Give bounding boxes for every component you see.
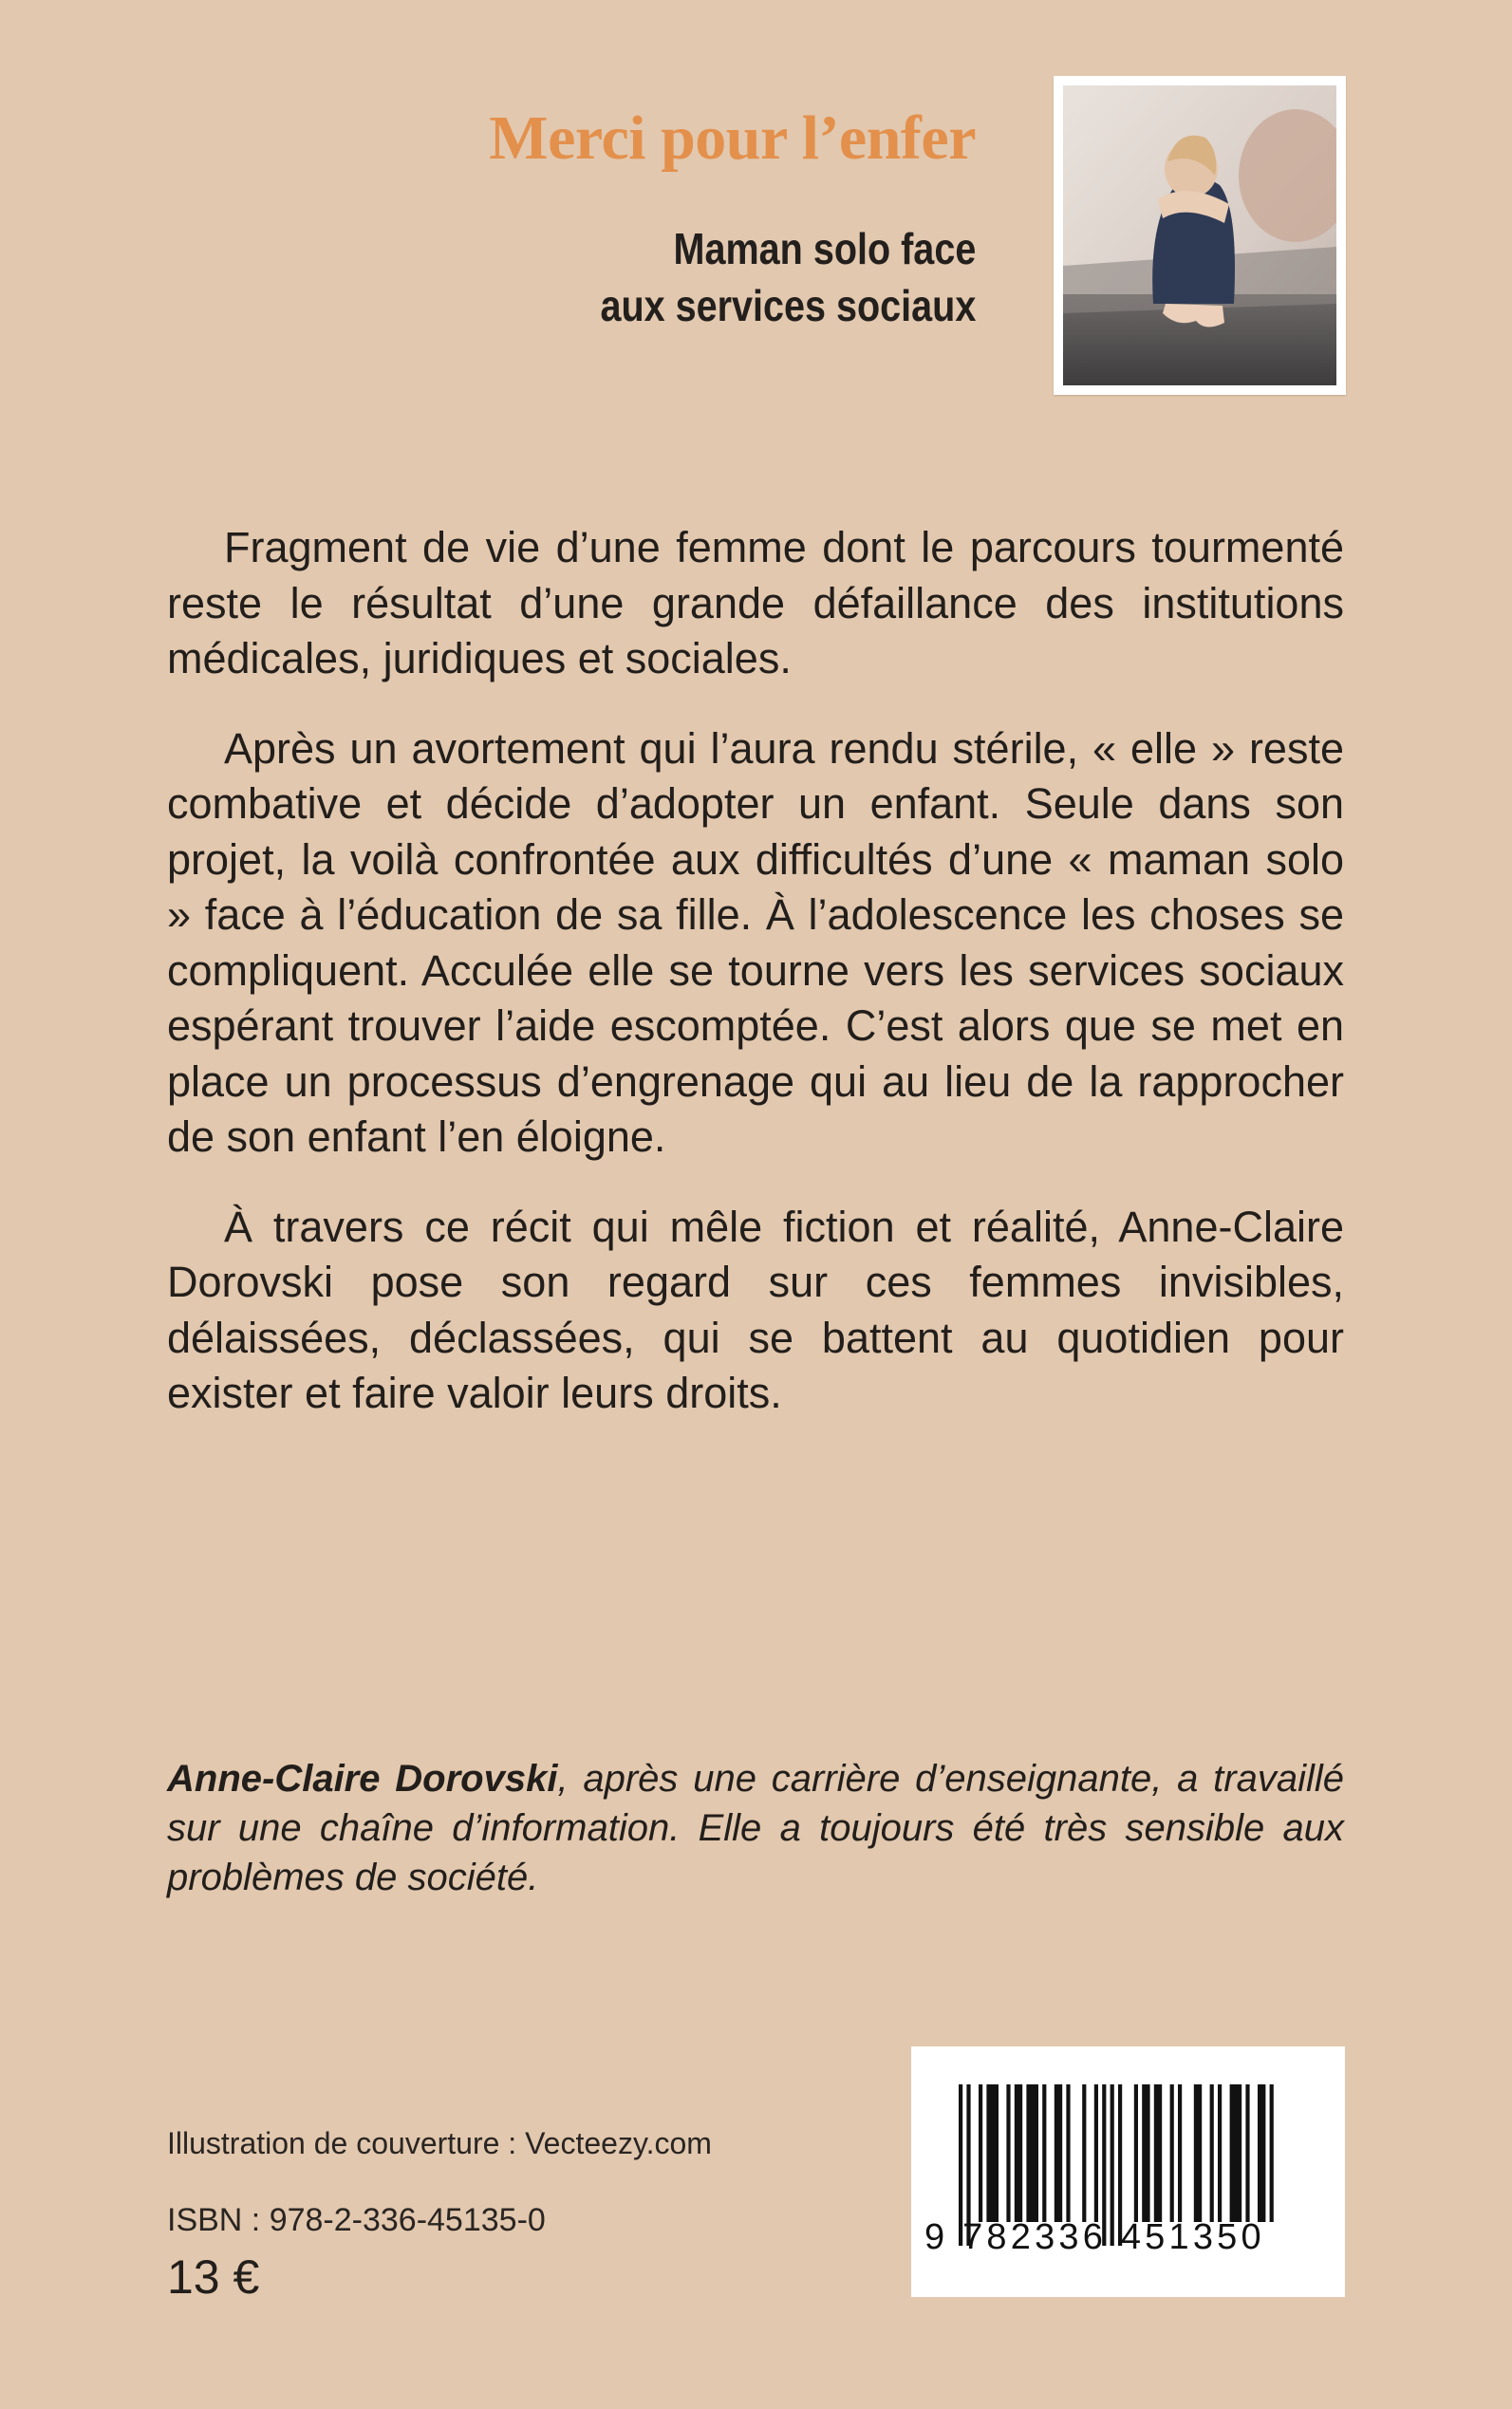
blurb-paragraph-2: Après un avortement qui l’aura rendu stérile, « elle » reste combative et décide d’adopter un enfant. Seule dans son projet, la voilà confrontée aux difficultés d’une « maman solo » face à l’éducation de sa fille. À l’adolescence les choses se compliquent. Acculée elle se tourne vers les services sociaux espérant trouver l’aide escomptée. C’est alors que se met en place un processus d’engrenage qui au lieu de la rapprocher de son enfant l’en éloigne.: [167, 723, 1344, 1161]
barcode-bar: [1026, 2084, 1038, 2222]
isbn: ISBN : 978-2-336-45135-0: [167, 2202, 546, 2238]
subtitle-line-2: aux services sociaux: [600, 281, 976, 330]
barcode-bar: [1094, 2084, 1098, 2222]
barcode-bar: [1170, 2084, 1174, 2222]
barcode-bar: [1245, 2084, 1249, 2222]
author-bio-text: , après une carrière d’enseignante, a travaillé sur une chaîne d’information. Elle a toujours été très sensible aux problèmes de société.: [167, 1758, 1345, 1898]
blurb-paragraph-1: Fragment de vie d’une femme dont le parcours tourmenté reste le résultat d’une grande défaillance des institutions médicales, juridiques et sociales.: [167, 523, 1344, 682]
barcode-bar: [1134, 2084, 1138, 2222]
author-bio: [167, 1754, 1344, 1902]
woman-hugging-knees-photo: [1063, 85, 1336, 385]
cover-photo: [1054, 76, 1346, 395]
barcode-bar: [986, 2084, 999, 2222]
barcode-bar: [1194, 2084, 1202, 2222]
barcode-bar: [1178, 2084, 1182, 2222]
barcode-bar: [1082, 2084, 1086, 2222]
barcode-bar: [1210, 2084, 1214, 2222]
barcode-digits: 9 782336 451350: [924, 2217, 1265, 2257]
author-name: Anne-Claire Dorovski: [167, 1758, 558, 1800]
barcode: [911, 2046, 1345, 2297]
barcode-bar: [1218, 2084, 1222, 2222]
barcode-bar: [979, 2084, 982, 2222]
price: 13 €: [167, 2250, 260, 2304]
barcode-bar: [1270, 2084, 1274, 2222]
back-cover-blurb: [167, 520, 1344, 1456]
book-title: Merci pour l’enfer: [489, 103, 976, 173]
barcode-bar: [1015, 2084, 1022, 2222]
book-subtitle: [600, 220, 976, 334]
barcode-bar: [1055, 2084, 1062, 2222]
barcode-bar: [1142, 2084, 1149, 2222]
illustration-credit: Illustration de couverture : Vecteezy.com: [167, 2126, 712, 2160]
barcode-bar: [1230, 2084, 1242, 2222]
barcode-bars: [911, 2046, 1345, 2297]
barcode-bar: [1154, 2084, 1162, 2222]
barcode-bar: [1258, 2084, 1265, 2222]
barcode-bar: [1066, 2084, 1070, 2222]
blurb-paragraph-3: À travers ce récit qui mêle fiction et réalité, Anne-Claire Dorovski pose son regard sur ces femmes invisibles, délaissées, déclassées, qui se battent au quotidien pour exister et faire valoir leurs droits.: [167, 1202, 1344, 1417]
barcode-bar: [1006, 2084, 1010, 2222]
barcode-bar: [1042, 2084, 1046, 2222]
subtitle-line-1: Maman solo face: [673, 224, 976, 273]
